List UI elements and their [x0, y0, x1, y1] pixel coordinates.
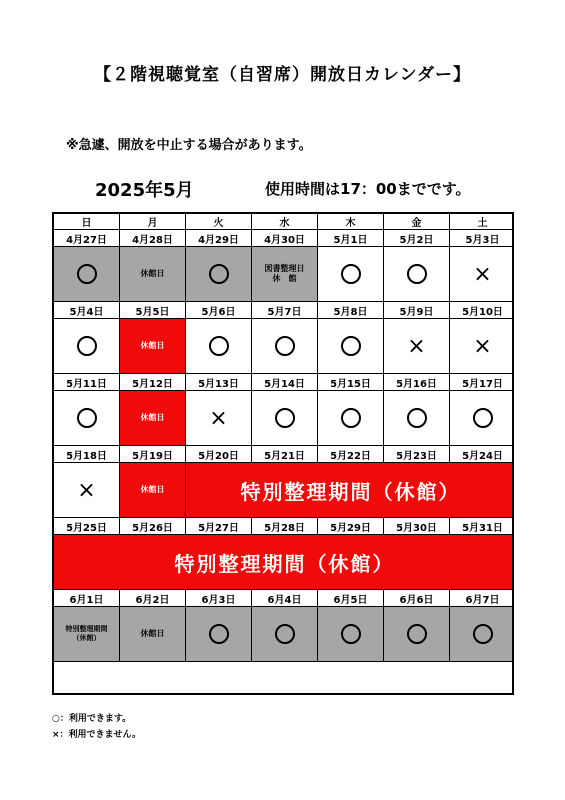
date-label: 5月25日	[54, 518, 120, 535]
circle-icon	[209, 624, 229, 644]
date-label: 5月21日	[252, 446, 318, 463]
unavailable-mark: ×	[450, 247, 514, 302]
available-mark	[318, 607, 384, 662]
date-label: 5月23日	[384, 446, 450, 463]
available-mark	[186, 607, 252, 662]
legend-unavailable: ×：利用できません。	[52, 730, 142, 740]
opening-hours-text: 使用時間は17：00までです。	[265, 180, 471, 198]
date-label: 5月1日	[318, 230, 384, 247]
weekday-header: 木	[318, 214, 384, 230]
date-label: 5月27日	[186, 518, 252, 535]
date-label: 6月5日	[318, 590, 384, 607]
available-mark	[252, 391, 318, 446]
date-label: 5月24日	[450, 446, 514, 463]
date-label: 5月22日	[318, 446, 384, 463]
available-mark	[318, 247, 384, 302]
date-label: 6月1日	[54, 590, 120, 607]
available-mark	[450, 607, 514, 662]
closed-day-cell: 特別整理期間 （休館）	[54, 607, 120, 662]
weekday-header: 水	[252, 214, 318, 230]
circle-icon	[77, 336, 97, 356]
circle-icon	[473, 624, 493, 644]
date-label: 4月28日	[120, 230, 186, 247]
date-label: 4月27日	[54, 230, 120, 247]
date-label: 5月5日	[120, 302, 186, 319]
weekday-header: 月	[120, 214, 186, 230]
available-mark	[186, 247, 252, 302]
date-label: 5月19日	[120, 446, 186, 463]
closed-day-cell: 図書整理日 休 館	[252, 247, 318, 302]
date-label: 4月30日	[252, 230, 318, 247]
notice-text: ※急遽、開放を中止する場合があります。	[66, 138, 312, 153]
circle-icon	[209, 264, 229, 284]
available-mark	[318, 391, 384, 446]
available-mark	[384, 391, 450, 446]
circle-icon	[407, 264, 427, 284]
date-label: 5月4日	[54, 302, 120, 319]
available-mark	[54, 319, 120, 374]
closed-day-cell: 休館日	[120, 247, 186, 302]
page-title: 【２階視聴覚室（自習席）開放日カレンダー】	[94, 65, 471, 85]
date-label: 5月26日	[120, 518, 186, 535]
date-label: 5月15日	[318, 374, 384, 391]
closed-day-cell: 休館日	[120, 463, 186, 518]
circle-icon	[275, 336, 295, 356]
date-label: 5月18日	[54, 446, 120, 463]
unavailable-mark: ×	[384, 319, 450, 374]
available-mark	[54, 247, 120, 302]
legend-available: ○：利用できます。	[52, 714, 132, 724]
special-closure-band: 特別整理期間（休館）	[186, 463, 514, 518]
available-mark	[54, 391, 120, 446]
weekday-header: 火	[186, 214, 252, 230]
circle-icon	[341, 408, 361, 428]
date-label: 5月30日	[384, 518, 450, 535]
closed-day-cell: 休館日	[120, 391, 186, 446]
date-label: 6月2日	[120, 590, 186, 607]
date-label: 5月3日	[450, 230, 514, 247]
date-label: 5月9日	[384, 302, 450, 319]
available-mark	[252, 319, 318, 374]
closed-day-cell: 休館日	[120, 319, 186, 374]
available-mark	[318, 319, 384, 374]
date-label: 5月31日	[450, 518, 514, 535]
weekday-header: 金	[384, 214, 450, 230]
unavailable-mark: ×	[186, 391, 252, 446]
circle-icon	[209, 336, 229, 356]
date-label: 6月3日	[186, 590, 252, 607]
circle-icon	[407, 408, 427, 428]
date-label: 4月29日	[186, 230, 252, 247]
circle-icon	[275, 408, 295, 428]
date-label: 5月8日	[318, 302, 384, 319]
weekday-header: 土	[450, 214, 514, 230]
unavailable-mark: ×	[450, 319, 514, 374]
available-mark	[384, 247, 450, 302]
date-label: 5月12日	[120, 374, 186, 391]
month-heading: 2025年5月	[95, 180, 194, 201]
date-label: 5月16日	[384, 374, 450, 391]
circle-icon	[407, 624, 427, 644]
circle-icon	[473, 408, 493, 428]
date-label: 6月6日	[384, 590, 450, 607]
unavailable-mark: ×	[54, 463, 120, 518]
date-label: 5月29日	[318, 518, 384, 535]
date-label: 5月28日	[252, 518, 318, 535]
date-label: 5月17日	[450, 374, 514, 391]
special-closure-band: 特別整理期間（休館）	[54, 535, 514, 590]
calendar-grid	[52, 212, 514, 695]
weekday-header: 日	[54, 214, 120, 230]
available-mark	[186, 319, 252, 374]
available-mark	[384, 607, 450, 662]
closed-day-cell: 休館日	[120, 607, 186, 662]
date-label: 5月10日	[450, 302, 514, 319]
circle-icon	[341, 264, 361, 284]
date-label: 5月11日	[54, 374, 120, 391]
date-label: 5月2日	[384, 230, 450, 247]
date-label: 5月13日	[186, 374, 252, 391]
date-label: 5月6日	[186, 302, 252, 319]
date-label: 6月4日	[252, 590, 318, 607]
available-mark	[450, 391, 514, 446]
available-mark	[252, 607, 318, 662]
circle-icon	[77, 264, 97, 284]
date-label: 6月7日	[450, 590, 514, 607]
circle-icon	[341, 624, 361, 644]
circle-icon	[341, 336, 361, 356]
date-label: 5月20日	[186, 446, 252, 463]
date-label: 5月14日	[252, 374, 318, 391]
circle-icon	[77, 408, 97, 428]
circle-icon	[275, 624, 295, 644]
date-label: 5月7日	[252, 302, 318, 319]
